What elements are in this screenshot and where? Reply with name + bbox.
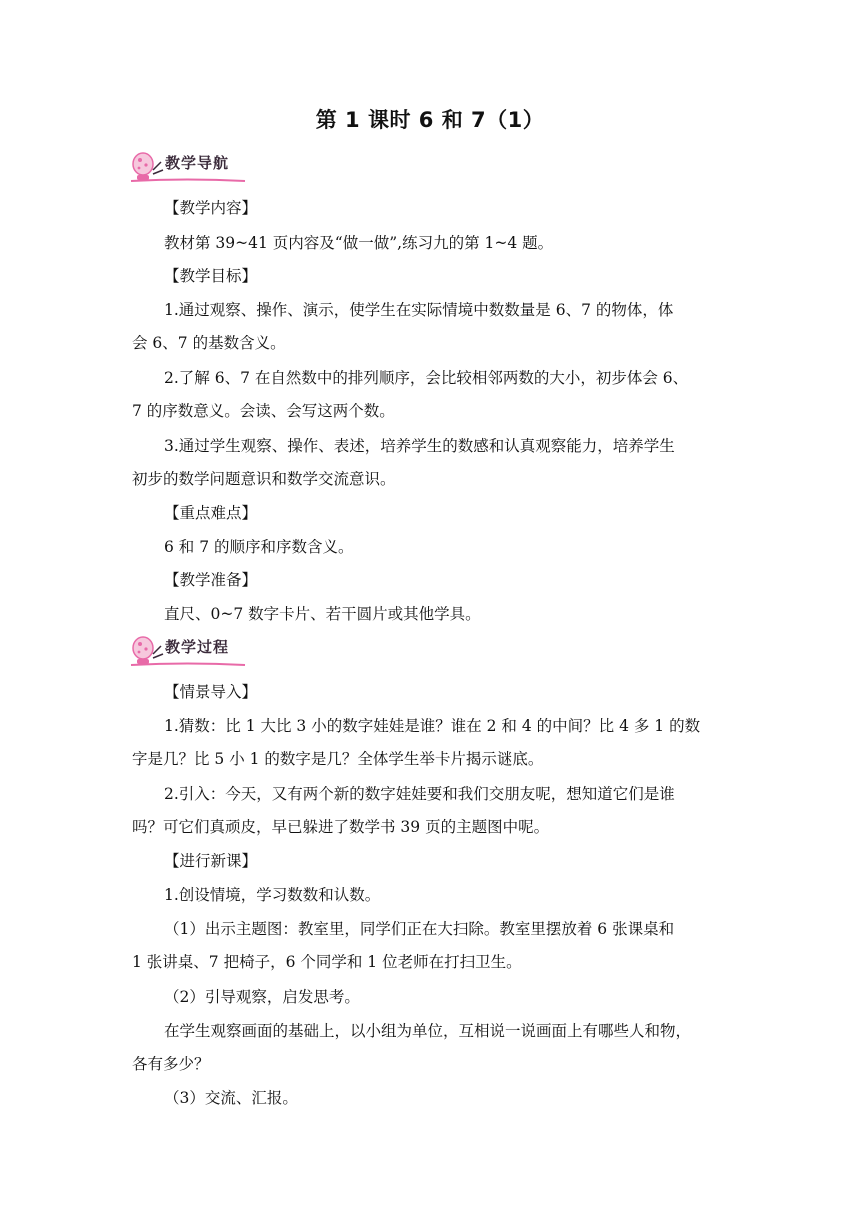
intro-2-line-2: 吗？可它们真顽皮，早已躲进了数学书 39 页的主题图中呢。 [132,818,550,836]
heading-teaching-content: 【教学内容】 [164,199,258,217]
goal-1-line-2: 会 6、7 的基数含义。 [132,334,286,352]
preparation-text: 直尺、0~7 数字卡片、若干圆片或其他学具。 [164,605,481,623]
intro-1-line-2: 字是几？比 5 小 1 的数字是几？全体学生举卡片揭示谜底。 [132,750,544,768]
goal-2-line-1: 2.了解 6、7 在自然数中的排列顺序，会比较相邻两数的大小，初步体会 6、 [164,369,689,387]
sub-3: （3）交流、汇报。 [164,1089,298,1107]
heading-new-lesson: 【进行新课】 [164,852,258,870]
step-1: 1.创设情境，学习数数和认数。 [164,886,381,904]
badge-label: 教学导航 [165,154,230,172]
teaching-content-text: 教材第 39~41 页内容及“做一做”,练习九的第 1~4 题。 [164,234,554,252]
para-line-2: 各有多少？ [132,1055,210,1073]
sub-2: （2）引导观察，启发思考。 [164,988,360,1006]
heading-key-points: 【重点难点】 [164,504,258,522]
heading-preparation: 【教学准备】 [164,571,258,589]
section-badge-guide [127,148,247,184]
para-line-1: 在学生观察画面的基础上，以小组为单位，互相说一说画面上有哪些人和物， [164,1022,692,1040]
goal-3-line-1: 3.通过学生观察、操作、表述，培养学生的数感和认真观察能力，培养学生 [164,437,675,455]
sub-1-line-1: （1）出示主题图：教室里，同学们正在大扫除。教室里摆放着 6 张课桌和 [164,920,675,938]
goal-3-line-2: 初步的数学问题意识和数学交流意识。 [132,470,396,488]
goal-1-line-1: 1.通过观察、操作、演示，使学生在实际情境中数数量是 6、7 的物体，体 [164,301,674,319]
goal-2-line-2: 7 的序数意义。会读、会写这两个数。 [132,402,395,420]
section-badge-process [127,632,247,668]
page-title: 第 1 课时 6 和 7（1） [315,108,545,132]
sub-1-line-2: 1 张讲桌、7 把椅子，6 个同学和 1 位老师在打扫卫生。 [132,953,522,971]
heading-teaching-goals: 【教学目标】 [164,267,258,285]
badge-label: 教学过程 [165,638,230,656]
intro-1-line-1: 1.猜数：比 1 大比 3 小的数字娃娃是谁？谁在 2 和 4 的中间？比 4 多 1 的数 [164,717,701,735]
intro-2-line-1: 2.引入：今天，又有两个新的数字娃娃要和我们交朋友呢，想知道它们是谁 [164,785,675,803]
key-points-text: 6 和 7 的顺序和序数含义。 [164,538,354,556]
heading-intro: 【情景导入】 [164,683,258,701]
